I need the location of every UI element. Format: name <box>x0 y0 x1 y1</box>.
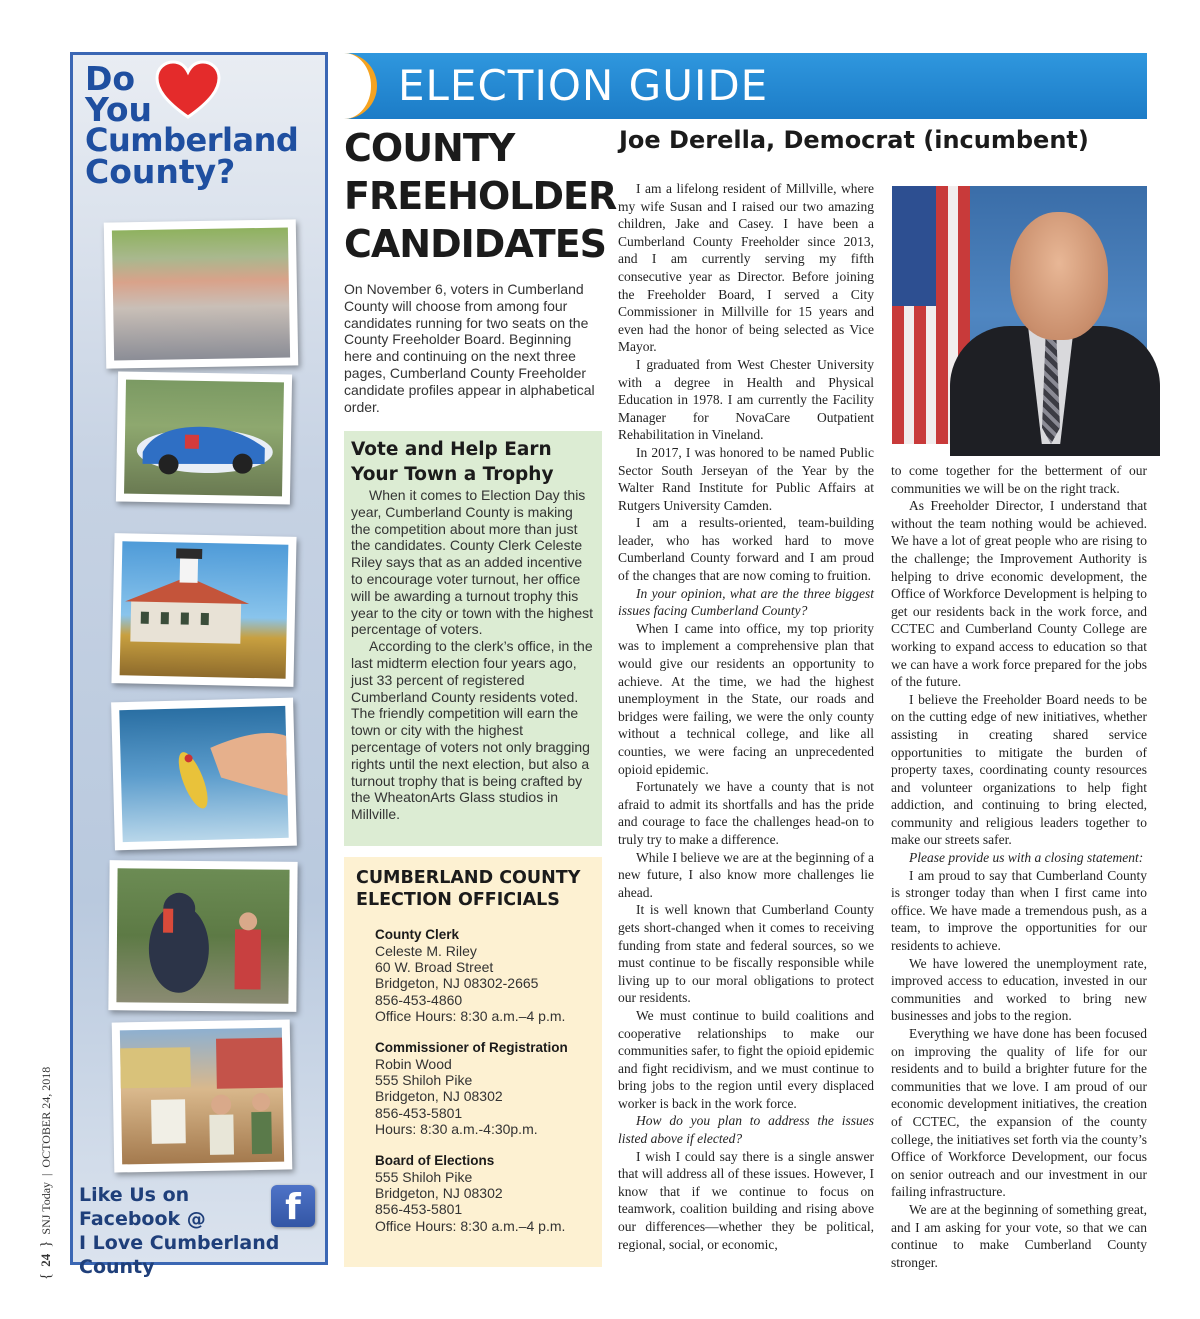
lighthouse-icon <box>120 541 289 678</box>
section-title-line-2: FREEHOLDER <box>344 174 617 218</box>
official-detail: Celeste M. Riley <box>375 943 477 959</box>
article-paragraph: I graduated from West Chester University with a degree in Health and Physical Education in 1978. I am currently the Facility Manager for NovaCare Outpatient Rehabilitation in Vineland. <box>618 356 874 443</box>
officials-title <box>356 867 590 911</box>
lighthouse-photo <box>111 533 296 687</box>
vote-trophy-box <box>344 431 602 846</box>
vote-box-paragraph: According to the clerk’s office, in the last midterm election four years ago, just 33 percent of registered Cumberland County residents voted. The friendly competition will earn the town or city with the highest percentage of voters not only bragging rights until the next election, but also a turnout trophy that is being crafted by the WheatonArts Glass studios in Millville. <box>351 638 593 823</box>
official-commissioner-registration <box>375 1040 590 1137</box>
fishing-lure-photo <box>111 698 297 851</box>
section-intro: On November 6, voters in Cumberland County will choose from among four candidates running for two seats on the County Freeholder Board. Beginning here and continuing on the next three pages, Cumberland County Freeholder candidate profiles appear in alphabetical order. <box>344 281 595 415</box>
article-paragraph: We are at the beginning of something great, and I am asking for your vote, so that we can continue to make Cumberland County stronger. <box>891 1201 1147 1270</box>
official-detail: 555 Shiloh Pike <box>375 1072 473 1089</box>
headline-line-1: Do <box>85 59 136 98</box>
promo-sidebar <box>70 52 328 1278</box>
official-detail: Bridgeton, NJ 08302 <box>375 1088 503 1105</box>
article-paragraph: In 2017, I was honored to be named Public Sector South Jerseyan of the Year by the Walter Rand Institute for Public Affairs at Rutgers University Camden. <box>618 444 874 513</box>
official-role: Commissioner of Registration <box>375 1040 568 1056</box>
official-phone: 856-453-5801 <box>375 1104 463 1121</box>
facebook-line-2: Facebook @ <box>79 1208 206 1230</box>
vote-box-paragraph: When it comes to Election Day this year, Cumberland County is making the competition about more than just the candidates. County Clerk Celeste Riley says that as an added incentive to encourage voter turnout, her office will be awarding a turnout trophy this year to the city or town with the highest percentage of voters. <box>351 487 594 638</box>
race-car-icon <box>124 380 284 497</box>
article-paragraph: I am a lifelong resident of Millville, where my wife Susan and I raised our two amazing children, Jake and Casey. I have been a Cumberland County Freeholder since 2013, and I am currently serving my fifth consecutive year as Director. Before joining the Freeholder Board, I served a City Commissioner in Millville for 15 years and even had the honor of being selected as Vice Mayor. <box>618 181 874 355</box>
artist-easel-icon <box>120 1028 284 1165</box>
hand-lure-icon <box>119 706 288 842</box>
race-car-photo <box>116 371 292 504</box>
article-paragraph: Fortunately we have a county that is not afraid to admit its shortfalls and has the pride and courage to face the challenges head-on to truly try to make a difference. <box>618 779 874 847</box>
official-board-of-elections <box>375 1153 590 1234</box>
facebook-icon[interactable]: f <box>271 1185 315 1227</box>
interview-question: In your opinion, what are the three biggest issues facing Cumberland County? <box>618 585 874 619</box>
vote-box-title: Vote and Help Earn Your Town a Trophy <box>351 439 554 485</box>
official-hours: Hours: 8:30 a.m.-4:30p.m. <box>375 1120 538 1137</box>
article-column-2 <box>891 462 1147 1271</box>
page-folio: { 24 } SNJ Today | OCTOBER 24, 2018 <box>37 1066 54 1280</box>
facebook-line-1: Like Us on <box>79 1184 190 1206</box>
flag-canton <box>892 186 936 306</box>
banner-title: ELECTION GUIDE <box>398 61 769 110</box>
official-role: County Clerk <box>375 927 460 942</box>
official-role: Board of Elections <box>375 1153 495 1169</box>
official-hours: Office Hours: 8:30 a.m.–4 p.m. <box>375 1007 566 1024</box>
official-detail: 555 Shiloh Pike <box>375 1169 473 1186</box>
gorilla-statue-photo <box>108 860 297 1012</box>
section-title <box>344 124 617 268</box>
section-title-line-1: COUNTY <box>344 126 515 170</box>
portrait-head <box>1010 212 1108 340</box>
festival-street-photo <box>104 219 299 368</box>
article-column-1 <box>618 180 874 1253</box>
article-paragraph: While I believe we are at the beginning of a new future, I also know more challenges lie ahead. <box>618 849 874 900</box>
headline-line-2: You <box>85 90 153 129</box>
article-paragraph: to come together for the betterment of our communities we will be on the right track. <box>891 463 1147 496</box>
official-detail: Robin Wood <box>375 1056 452 1073</box>
folio-separator: | <box>38 1173 53 1176</box>
facebook-line-3: I Love Cumberland County <box>79 1232 280 1278</box>
official-phone: 856-453-4860 <box>375 991 463 1008</box>
interview-question: Please provide us with a closing statement: <box>909 850 1144 866</box>
gorilla-statue-icon <box>116 868 289 1003</box>
officials-list <box>375 927 590 1234</box>
outdoor-art-photo <box>112 1019 293 1172</box>
issue-date: OCTOBER 24, 2018 <box>38 1066 53 1168</box>
heart-icon <box>155 61 221 119</box>
article-paragraph: It is well known that Cumberland County gets short-changed when it comes to receiving funding from state and federal sources, so we must continue to be fiscally responsible while living up to our moral obligations to protect our residents. <box>618 902 874 1006</box>
page-number: 24 <box>38 1253 53 1267</box>
article-paragraph: We must continue to build coalitions and cooperative relationships to make our communities safer, to fight the opioid epidemic and fight recidivism, and we must continue to bring jobs to the region until every displaced worker is back in the work force. <box>618 1007 874 1111</box>
candidate-name: Joe Derella, Democrat (incumbent) <box>619 126 1089 154</box>
interview-question: How do you plan to address the issues listed above if elected? <box>618 1113 874 1147</box>
official-county-clerk <box>375 927 590 1024</box>
official-detail: Bridgeton, NJ 08302-2665 <box>375 975 539 992</box>
article-paragraph: When I came into office, my top priority was to implement a comprehensive plan that would give our residents an opportunity to achieve. At the time, we had the highest unemployment in the State, our roads and bridges were failing, we were the only county without a technical college, and like all counties, we were facing an unprecedented opioid epidemic. <box>618 620 874 777</box>
article-paragraph: I am a results-oriented, team-building leader, who has worked hard to move Cumberland County forward and I am proud of the changes that are now coming to fruition. <box>618 515 874 584</box>
official-hours: Office Hours: 8:30 a.m.–4 p.m. <box>375 1217 566 1234</box>
article-paragraph: I believe the Freeholder Board needs to be on the cutting edge of new initiatives, whether assisting in creating shared service opportunities to mitigate the burden of property taxes, coordinating county resources and volunteer organizations to help fight addiction, and continuing to bring elected, community and religious leaders together to make our streets safer. <box>891 691 1147 848</box>
article-paragraph: We have lowered the unemployment rate, improved access to education, invested in our communities and worked to bring new businesses and jobs to the region. <box>891 955 1147 1024</box>
officials-title-line-1: CUMBERLAND COUNTY <box>356 868 581 888</box>
article-paragraph: As Freeholder Director, I understand that without the team nothing would be achieved. We have a lot of great people who are rising to the challenge; the Improvement Authority is helping to drive economic development, the Office of Workforce Development is helping to get our residents back in the work force, and CCTEC and Cumberland County College are working to expand access to education so that we can have a work force prepared for the jobs of the future. <box>891 498 1147 690</box>
article-paragraph: I wish I could say there is a single answer that will address all of these issues. However, I know that if we continue to focus on teamwork, coalition building and rising above our differences—whether they be political, regional, social, or economic, <box>618 1148 874 1252</box>
official-detail: 60 W. Broad Street <box>375 959 494 976</box>
section-title-line-3: CANDIDATES <box>344 222 607 266</box>
election-officials-box <box>344 857 602 1267</box>
article-paragraph: I am proud to say that Cumberland County is stronger today than when I first came into office. We have made a tremendous push, as a team, to improve the opportunities for our residents to achieve. <box>891 867 1147 954</box>
officials-title-line-2: ELECTION OFFICIALS <box>356 890 560 910</box>
publication-name: SNJ Today <box>38 1181 53 1235</box>
article-paragraph: Everything we have done has been focused on improving the quality of life for our residents and to build a brighter future for the communities that we love. I am proud of our economic development initiatives, the creation of CCTEC, the expansion of the county college, the initiatives set forth via the county’s Office of Workforce Development, our focus on senior outreach and our investment in our failing infrastructure. <box>891 1026 1147 1200</box>
headline-line-3: Cumberland <box>85 121 299 159</box>
official-detail: Bridgeton, NJ 08302 <box>375 1185 503 1202</box>
official-phone: 856-453-5801 <box>375 1201 463 1218</box>
headline-line-4: County? <box>85 152 236 191</box>
candidate-portrait <box>892 186 1147 444</box>
